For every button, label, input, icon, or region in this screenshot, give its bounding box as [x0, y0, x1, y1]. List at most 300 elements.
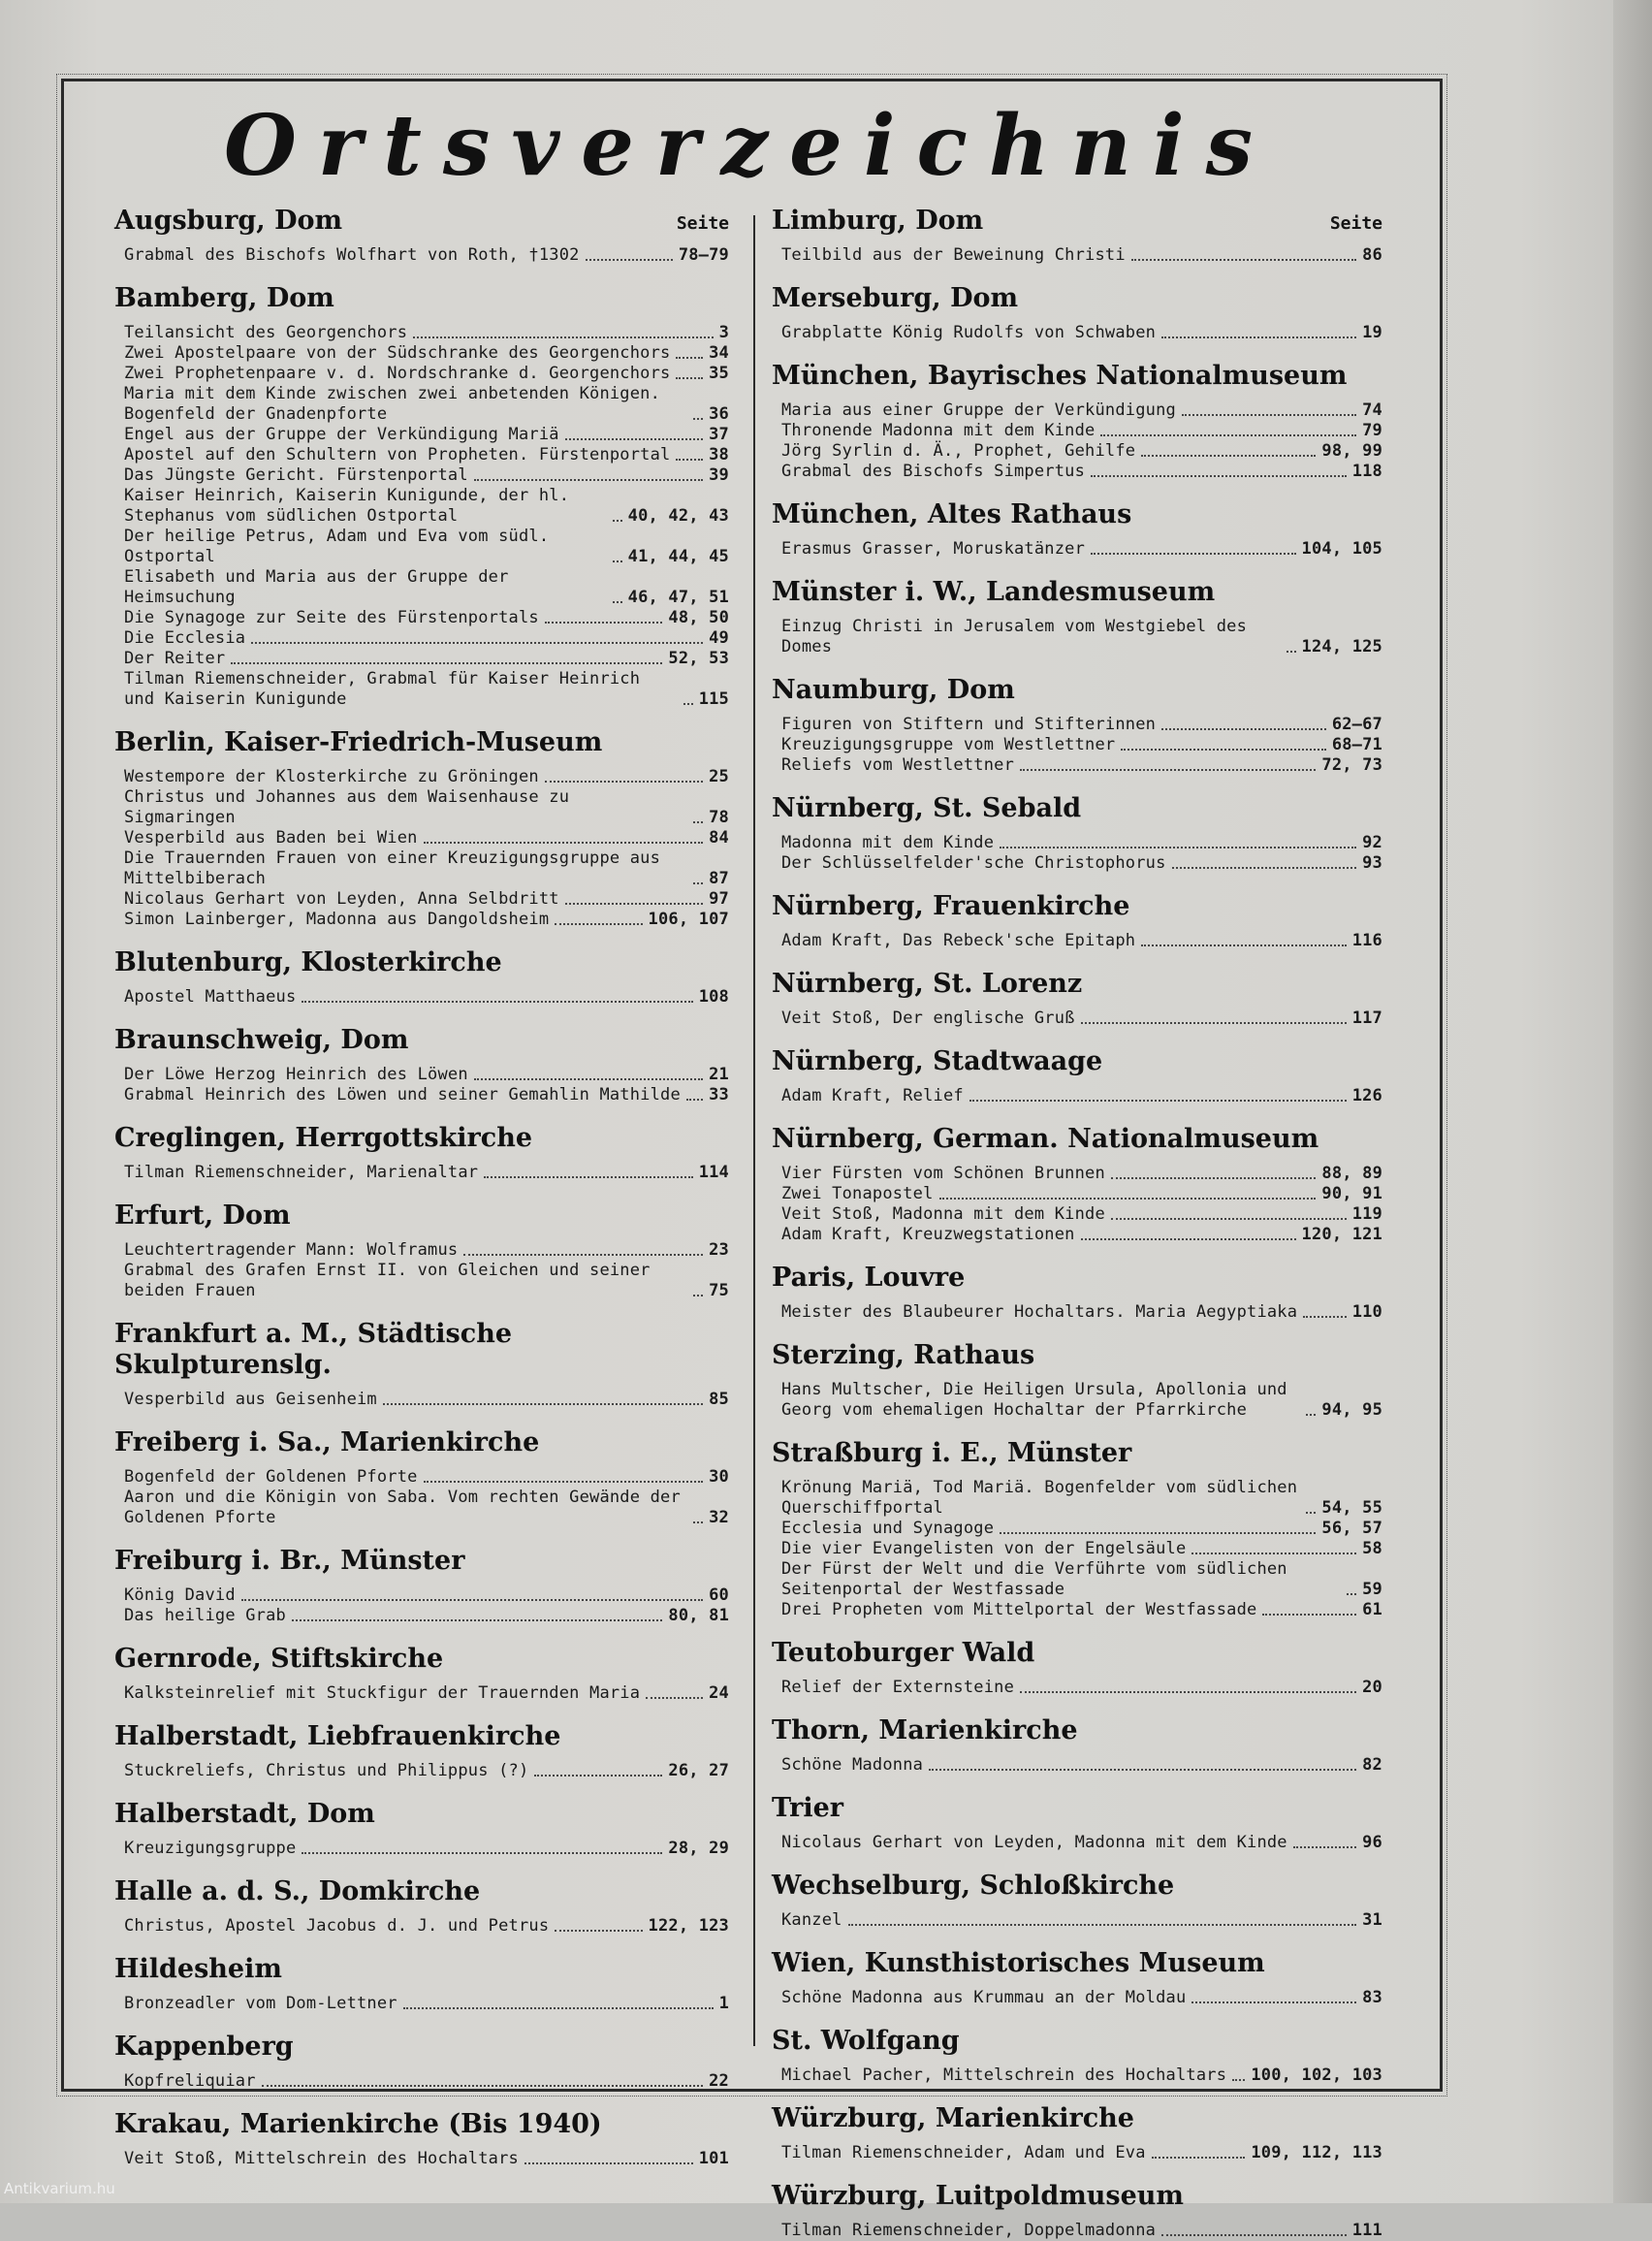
entry-list [114, 2149, 729, 2169]
leader-dots [524, 2162, 693, 2164]
section-header [772, 1029, 1382, 1077]
index-entry [114, 787, 729, 828]
entry-list [114, 987, 729, 1008]
leader-dots [1111, 1218, 1347, 1220]
place-heading: Teutoburger Wald [772, 1638, 1035, 1668]
leader-dots [1161, 728, 1326, 730]
index-section [114, 1626, 729, 1704]
entry-text: Teilbild aus der Beweinung Christi [781, 245, 1126, 265]
index-section [772, 951, 1382, 1029]
entry-text: Die Trauernden Frauen von einer Kreuzigungsgruppe aus Mittelbiberach [124, 848, 661, 888]
entry-list [114, 1240, 729, 1301]
page-number: 117 [1351, 1008, 1382, 1028]
leader-dots [413, 336, 713, 338]
entry-text: Adam Kraft, Kreuzwegstationen [781, 1225, 1075, 1244]
place-heading: Nürnberg, Frauenkirche [772, 891, 1130, 921]
entry-text: Zwei Apostelpaare von der Südschranke des Georgenchors [124, 343, 671, 363]
entry-text: Schöne Madonna aus Krummau an der Moldau [781, 1988, 1187, 2007]
place-heading: München, Bayrisches Nationalmuseum [772, 361, 1348, 391]
entry-text: Tilman Riemenschneider, Doppelmadonna [781, 2221, 1157, 2240]
index-entry [114, 1761, 729, 1781]
entry-text: Drei Propheten vom Mittelportal der Westfassade [781, 1600, 1257, 1619]
leader-dots [1091, 475, 1347, 477]
leader-dots [848, 1924, 1357, 1926]
entry-text: Apostel Matthaeus [124, 987, 297, 1007]
entry-text: Kanzel [781, 1910, 842, 1930]
entry-text: Veit Stoß, Mittelschrein des Hochaltars [124, 2149, 519, 2168]
page-number: 82 [1362, 1755, 1382, 1775]
entry-text: Ecclesia und Synagoge [781, 1519, 995, 1538]
page-number: 85 [709, 1390, 729, 1409]
place-heading: Trier [772, 1793, 844, 1823]
index-entry [114, 1240, 729, 1261]
entry-list [772, 1678, 1382, 1698]
entry-list [114, 1065, 729, 1105]
index-entry [772, 1204, 1382, 1225]
page-number: 96 [1362, 1833, 1382, 1852]
place-heading: Sterzing, Rathaus [772, 1340, 1035, 1370]
leader-dots [565, 438, 703, 440]
entry-text: Kreuzigungsgruppe [124, 1839, 297, 1858]
index-section [772, 1245, 1382, 1323]
entry-text: Zwei Prophetenpaare v. d. Nordschranke d. Georgenchors [124, 364, 671, 383]
index-entry [114, 848, 729, 889]
index-section [772, 2008, 1382, 2086]
page-number: 74 [1362, 400, 1382, 420]
entry-list [772, 245, 1382, 266]
page-number: 48, 50 [668, 608, 729, 627]
section-header [114, 1105, 729, 1154]
index-entry [114, 1606, 729, 1626]
page-number: 46, 47, 51 [627, 588, 729, 607]
entry-list [772, 931, 1382, 951]
index-section [772, 1421, 1382, 1620]
place-heading: Nürnberg, German. Nationalmuseum [772, 1124, 1319, 1154]
page-number: 30 [709, 1467, 729, 1487]
entry-text: Jörg Syrlin d. Ä., Prophet, Gehilfe [781, 441, 1136, 461]
entry-text: Engel aus der Gruppe der Verkündigung Mariä [124, 425, 559, 444]
page-number: 62—67 [1331, 715, 1382, 734]
place-heading: Thorn, Marienkirche [772, 1715, 1078, 1745]
page-number: 93 [1362, 853, 1382, 873]
entry-text: Meister des Blaubeurer Hochaltars. Maria Aegyptiaka [781, 1302, 1298, 1322]
index-entry [114, 465, 729, 486]
page-number: 19 [1362, 323, 1382, 342]
page-number: 36 [709, 404, 729, 424]
page-number: 25 [709, 767, 729, 786]
page-number: 61 [1362, 1600, 1382, 1619]
index-section [772, 206, 1382, 266]
entry-list [772, 2065, 1382, 2086]
entry-text: Kreuzigungsgruppe vom Westlettner [781, 735, 1116, 754]
place-heading: Merseburg, Dom [772, 283, 1019, 313]
leader-dots [1141, 455, 1316, 457]
index-entry [772, 1755, 1382, 1776]
entry-text: Reliefs vom Westlettner [781, 755, 1015, 775]
entry-text: Der heilige Petrus, Adam und Eva vom südl. Ostportal [124, 527, 550, 566]
index-entry [772, 617, 1382, 657]
index-entry [114, 1467, 729, 1488]
leader-dots [1306, 1414, 1316, 1416]
leader-dots [545, 781, 703, 783]
entry-text: Kopfreliquiar [124, 2071, 256, 2091]
index-section [114, 1105, 729, 1183]
index-entry [772, 1478, 1382, 1519]
entry-text: Madonna mit dem Kinde [781, 833, 995, 852]
entry-text: Adam Kraft, Das Rebeck'sche Epitaph [781, 931, 1136, 950]
place-heading: Halle a. d. S., Domkirche [114, 1876, 481, 1906]
entry-list [114, 1994, 729, 2014]
page-number: 34 [709, 343, 729, 363]
entry-list [772, 715, 1382, 776]
leader-dots [693, 1521, 703, 1523]
leader-dots [1161, 336, 1356, 338]
entry-text: Grabplatte König Rudolfs von Schwaben [781, 323, 1157, 342]
entry-text: Einzug Christi in Jerusalem vom Westgiebel des Domes [781, 617, 1248, 656]
section-header [772, 1853, 1382, 1902]
section-header [114, 1781, 729, 1830]
entry-text: Nicolaus Gerhart von Leyden, Anna Selbdritt [124, 889, 559, 909]
place-heading: Erfurt, Dom [114, 1201, 291, 1231]
index-entry [114, 2149, 729, 2169]
index-entry [772, 715, 1382, 735]
entry-text: Vesperbild aus Baden bei Wien [124, 828, 418, 848]
page-number: 118 [1351, 462, 1382, 481]
index-entry [114, 323, 729, 343]
entry-list [772, 1086, 1382, 1106]
seite-label: Seite [676, 213, 729, 234]
entry-list [114, 1839, 729, 1859]
entry-list [114, 1390, 729, 1410]
entry-text: Erasmus Grasser, Moruskatänzer [781, 539, 1086, 559]
page-number: 26, 27 [668, 1761, 729, 1780]
entry-text: Kalksteinrelief mit Stuckfigur der Trauernden Maria [124, 1683, 641, 1703]
leader-dots [1293, 1846, 1356, 1848]
leader-dots [463, 1254, 703, 1256]
section-header [772, 1106, 1382, 1155]
leader-dots [1262, 1614, 1356, 1616]
index-entry [114, 1261, 729, 1301]
place-heading: München, Altes Rathaus [772, 499, 1132, 529]
place-heading: Würzburg, Marienkirche [772, 2103, 1134, 2133]
entry-list [772, 1380, 1382, 1421]
leader-dots [693, 418, 703, 420]
page-number: 83 [1362, 1988, 1382, 2007]
index-entry [772, 1184, 1382, 1204]
index-section [772, 482, 1382, 560]
place-heading: Hildesheim [114, 1954, 282, 1984]
page-number: 32 [709, 1508, 729, 1527]
page-number: 58 [1362, 1539, 1382, 1558]
index-entry [772, 1910, 1382, 1931]
index-entry [114, 828, 729, 848]
index-section [114, 1183, 729, 1301]
section-header [772, 2008, 1382, 2057]
index-entry [114, 1390, 729, 1410]
place-heading: Augsburg, Dom [114, 206, 343, 236]
index-entry [772, 539, 1382, 560]
page-number: 68—71 [1331, 735, 1382, 754]
section-header [772, 2086, 1382, 2134]
index-section [114, 206, 729, 266]
entry-text: Maria aus einer Gruppe der Verkündigung [781, 400, 1176, 420]
place-heading: Kappenberg [114, 2032, 294, 2062]
index-entry [772, 400, 1382, 421]
entry-text: Krönung Mariä, Tod Mariä. Bogenfelder vom südlichen Querschiffportal [781, 1478, 1298, 1518]
page-number: 124, 125 [1301, 637, 1382, 656]
page-number: 92 [1362, 833, 1382, 852]
leader-dots [613, 560, 622, 562]
index-entry [772, 2221, 1382, 2241]
leader-dots [1131, 259, 1356, 261]
page-number: 100, 102, 103 [1251, 2065, 1382, 2085]
index-section [772, 874, 1382, 951]
index-section [114, 1704, 729, 1781]
page-number: 21 [709, 1065, 729, 1084]
entry-text: Die Synagoge zur Seite des Fürstenportals [124, 608, 539, 627]
index-section [114, 1410, 729, 1528]
entry-text: Nicolaus Gerhart von Leyden, Madonna mit dem Kinde [781, 1833, 1287, 1852]
index-entry [772, 1988, 1382, 2008]
index-entry [114, 628, 729, 649]
leader-dots [1141, 944, 1346, 946]
index-entry [114, 1683, 729, 1704]
index-entry [114, 910, 729, 930]
leader-dots [1111, 1177, 1316, 1179]
section-header [772, 266, 1382, 314]
page-number: 114 [698, 1163, 729, 1182]
entry-text: Thronende Madonna mit dem Kinde [781, 421, 1096, 440]
place-heading: Blutenburg, Klosterkirche [114, 947, 502, 977]
page-number: 31 [1362, 1910, 1382, 1930]
leader-dots [1121, 749, 1325, 751]
index-entry [114, 343, 729, 364]
entry-list [114, 323, 729, 710]
index-entry [772, 1559, 1382, 1600]
index-entry [114, 1916, 729, 1937]
leader-dots [693, 821, 703, 823]
entry-list [772, 1755, 1382, 1776]
place-heading: Freiberg i. Sa., Marienkirche [114, 1427, 540, 1457]
page-number: 3 [718, 323, 729, 342]
section-header [772, 1421, 1382, 1469]
entry-list [772, 1910, 1382, 1931]
entry-list [114, 1585, 729, 1626]
left-column [114, 206, 729, 2169]
entry-text: Apostel auf den Schultern von Propheten. Fürstenportal [124, 445, 671, 464]
page-number: 41, 44, 45 [627, 547, 729, 566]
index-entry [772, 1225, 1382, 1245]
place-heading: Wien, Kunsthistorisches Museum [772, 1948, 1265, 1978]
leader-dots [251, 642, 703, 644]
entry-text: Tilman Riemenschneider, Marienaltar [124, 1163, 479, 1182]
leader-dots [1161, 2234, 1347, 2236]
entry-text: Michael Pacher, Mittelschrein des Hochaltars [781, 2065, 1227, 2085]
page-title: Ortsverzeichnis [223, 97, 1275, 195]
entry-text: Relief der Externsteine [781, 1678, 1015, 1697]
leader-dots [1182, 414, 1356, 416]
section-header [772, 1245, 1382, 1294]
page-number: 120, 121 [1301, 1225, 1382, 1244]
entry-text: Vesperbild aus Geisenheim [124, 1390, 377, 1409]
entry-text: Adam Kraft, Relief [781, 1086, 964, 1105]
section-header [114, 206, 729, 237]
leader-dots [1232, 2079, 1245, 2081]
index-entry [772, 1833, 1382, 1853]
page-number: 23 [709, 1240, 729, 1260]
section-header [772, 482, 1382, 530]
section-header [772, 1620, 1382, 1669]
index-entry [772, 2065, 1382, 2086]
place-heading: Krakau, Marienkirche (Bis 1940) [114, 2109, 602, 2139]
index-entry [114, 445, 729, 465]
entry-text: Simon Lainberger, Madonna aus Dangoldsheim [124, 910, 550, 929]
leader-dots [1347, 1593, 1356, 1595]
page-number: 40, 42, 43 [627, 506, 729, 526]
leader-dots [676, 377, 703, 379]
entry-list [772, 1164, 1382, 1245]
leader-dots [1287, 651, 1296, 653]
section-header [114, 1183, 729, 1232]
index-entry [772, 1519, 1382, 1539]
index-entry [114, 425, 729, 445]
section-header [772, 776, 1382, 824]
entry-text: Zwei Tonapostel [781, 1184, 934, 1203]
page-number: 37 [709, 425, 729, 444]
index-section [114, 930, 729, 1008]
leader-dots [586, 259, 673, 261]
index-section [114, 1528, 729, 1626]
index-section [114, 1859, 729, 1937]
index-entry [772, 441, 1382, 462]
leader-dots [969, 1100, 1347, 1102]
page-number: 87 [709, 869, 729, 888]
page-number: 97 [709, 889, 729, 909]
entry-text: König David [124, 1585, 236, 1605]
place-heading: Bamberg, Dom [114, 283, 334, 313]
entry-list [114, 245, 729, 266]
section-header [772, 343, 1382, 392]
entry-text: Das Jüngste Gericht. Fürstenportal [124, 465, 468, 485]
page-number: 108 [698, 987, 729, 1007]
section-header [114, 266, 729, 314]
entry-list [772, 539, 1382, 560]
entry-text: Die Ecclesia [124, 628, 246, 648]
entry-list [114, 2071, 729, 2092]
entry-text: Vier Fürsten vom Schönen Brunnen [781, 1164, 1105, 1183]
section-header [114, 1859, 729, 1907]
index-entry [114, 486, 729, 527]
page-number: 119 [1351, 1204, 1382, 1224]
place-heading: Münster i. W., Landesmuseum [772, 577, 1216, 607]
page-number: 84 [709, 828, 729, 848]
index-entry [114, 527, 729, 567]
index-section [772, 1776, 1382, 1853]
leader-dots [676, 357, 703, 359]
leader-dots [1000, 1532, 1316, 1534]
place-heading: Nürnberg, Stadtwaage [772, 1046, 1103, 1076]
page-number: 122, 123 [648, 1916, 729, 1936]
section-header [772, 874, 1382, 922]
index-entry [772, 1380, 1382, 1421]
leader-dots [424, 842, 704, 844]
column-divider [753, 215, 755, 2046]
index-entry [114, 608, 729, 628]
page-number: 94, 95 [1321, 1400, 1382, 1420]
entry-list [772, 2143, 1382, 2163]
place-heading: Limburg, Dom [772, 206, 984, 236]
page-number: 72, 73 [1321, 755, 1382, 775]
index-entry [114, 364, 729, 384]
place-heading: Frankfurt a. M., Städtische Skulpturenslg. [114, 1319, 512, 1380]
leader-dots [1081, 1022, 1347, 1024]
page-number: 106, 107 [648, 910, 729, 929]
place-heading: Berlin, Kaiser-Friedrich-Museum [114, 727, 603, 757]
index-section [772, 1620, 1382, 1698]
entry-text: Die vier Evangelisten von der Engelsäule [781, 1539, 1187, 1558]
index-entry [114, 384, 729, 425]
index-entry [114, 669, 729, 710]
leader-dots [1081, 1238, 1296, 1240]
page-number: 39 [709, 465, 729, 485]
index-entry [772, 2143, 1382, 2163]
index-entry [114, 1085, 729, 1105]
page-number: 60 [709, 1585, 729, 1605]
page-number: 78 [709, 808, 729, 827]
leader-dots [683, 703, 693, 705]
entry-list [772, 1988, 1382, 2008]
page-number: 90, 91 [1321, 1184, 1382, 1203]
page-number: 79 [1362, 421, 1382, 440]
page-number: 22 [709, 2071, 729, 2091]
entry-list [114, 1163, 729, 1183]
leader-dots [1000, 847, 1356, 848]
entry-text: Figuren von Stiftern und Stifterinnen [781, 715, 1157, 734]
entry-list [772, 1302, 1382, 1323]
leader-dots [292, 1619, 662, 1621]
place-heading: Halberstadt, Liebfrauenkirche [114, 1721, 561, 1751]
entry-list [772, 2221, 1382, 2241]
place-heading: Straßburg i. E., Münster [772, 1438, 1132, 1468]
entry-list [114, 1467, 729, 1528]
entry-text: Das heilige Grab [124, 1606, 286, 1625]
entry-text: Der Löwe Herzog Heinrich des Löwen [124, 1065, 468, 1084]
page-number: 75 [709, 1281, 729, 1300]
entry-text: Schöne Madonna [781, 1755, 924, 1775]
index-entry [772, 245, 1382, 266]
index-section [772, 657, 1382, 776]
section-header [772, 1698, 1382, 1746]
entry-text: Christus, Apostel Jacobus d. J. und Petrus [124, 1916, 550, 1936]
seite-label: Seite [1329, 213, 1382, 234]
index-section [772, 1106, 1382, 1245]
entry-list [772, 1008, 1382, 1029]
leader-dots [231, 662, 662, 664]
section-header [114, 1528, 729, 1577]
page-number: 104, 105 [1301, 539, 1382, 559]
page-number: 115 [698, 689, 729, 709]
index-section [772, 266, 1382, 343]
index-section [114, 710, 729, 930]
leader-dots [302, 1852, 662, 1854]
index-entry [114, 1994, 729, 2014]
entry-text: Veit Stoß, Der englische Gruß [781, 1008, 1075, 1028]
section-header [772, 1776, 1382, 1824]
index-entry [772, 462, 1382, 482]
index-entry [772, 1302, 1382, 1323]
index-entry [772, 1539, 1382, 1559]
entry-text: Grabmal des Bischofs Simpertus [781, 462, 1086, 481]
